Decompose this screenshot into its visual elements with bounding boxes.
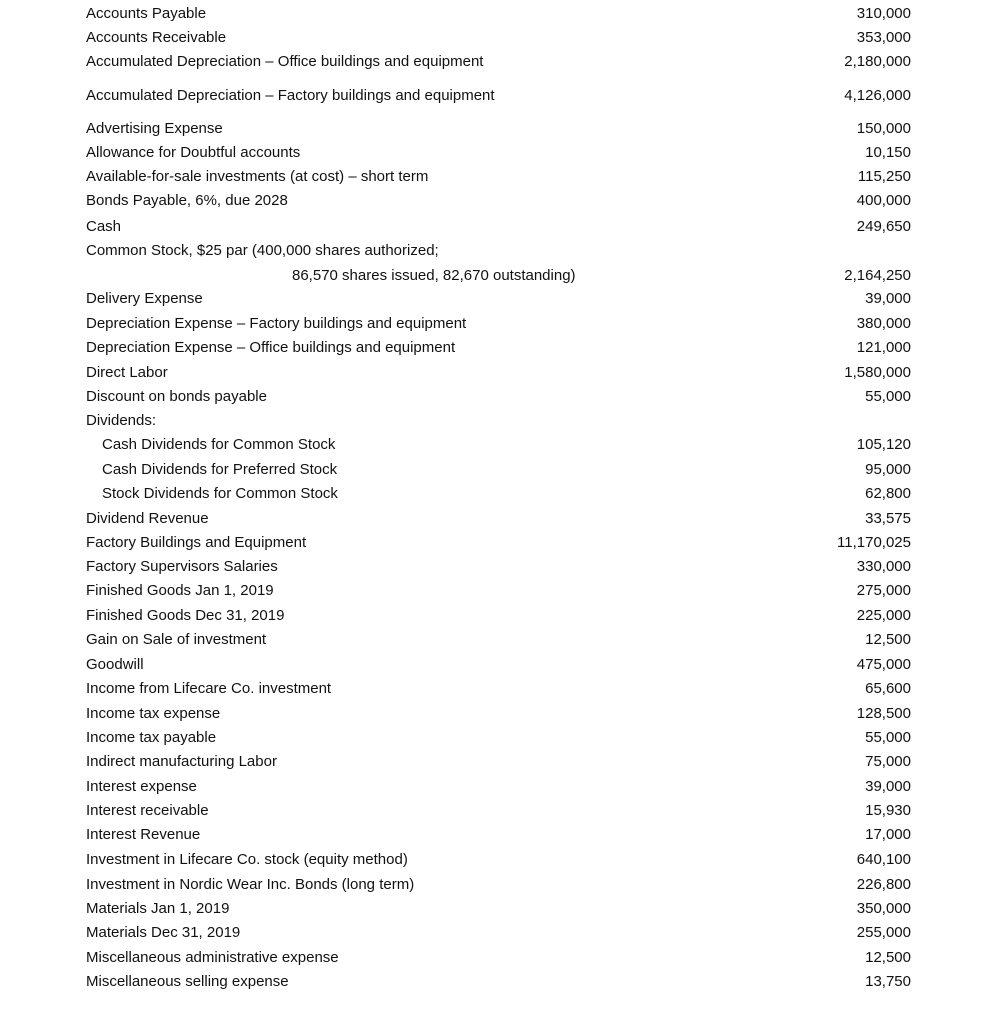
account-amount: 2,164,250 — [844, 267, 911, 284]
account-label: Depreciation Expense – Office buildings and equipment — [86, 339, 456, 356]
account-amount: 75,000 — [865, 753, 911, 770]
account-label: Income tax expense — [86, 705, 221, 722]
account-label: Dividends: — [86, 412, 157, 429]
account-amount: 128,500 — [856, 705, 911, 722]
account-amount: 55,000 — [865, 729, 911, 746]
account-amount: 95,000 — [865, 461, 911, 478]
account-label: Direct Labor — [86, 364, 168, 381]
account-label: Interest receivable — [86, 802, 209, 819]
account-amount: 121,000 — [856, 339, 911, 356]
account-label: Accounts Receivable — [86, 29, 227, 46]
account-amount: 640,100 — [856, 851, 911, 868]
account-amount: 105,120 — [856, 436, 911, 453]
account-label: Depreciation Expense – Factory buildings and equipment — [86, 315, 467, 332]
account-label: Goodwill — [86, 656, 144, 673]
account-amount: 11,170,025 — [837, 534, 911, 551]
account-amount: 350,000 — [856, 900, 911, 917]
account-amount: 39,000 — [865, 778, 911, 795]
account-amount: 310,000 — [856, 5, 911, 22]
account-label: Miscellaneous administrative expense — [86, 949, 339, 966]
account-label: Cash — [86, 218, 122, 235]
account-amount: 55,000 — [865, 388, 911, 405]
account-label: Cash Dividends for Preferred Stock — [102, 461, 338, 478]
account-amount: 249,650 — [856, 218, 911, 235]
account-label: Materials Dec 31, 2019 — [86, 924, 241, 941]
account-label: Stock Dividends for Common Stock — [102, 485, 338, 502]
account-label: Finished Goods Jan 1, 2019 — [86, 582, 274, 599]
account-amount: 17,000 — [865, 826, 911, 843]
account-label: Accounts Payable — [86, 5, 207, 22]
account-amount: 475,000 — [856, 656, 911, 673]
account-label: Cash Dividends for Common Stock — [102, 436, 336, 453]
account-amount: 12,500 — [865, 631, 911, 648]
account-label-continuation: 86,570 shares issued, 82,670 outstanding) — [292, 267, 576, 284]
account-label: Dividend Revenue — [86, 510, 209, 527]
account-amount: 226,800 — [856, 876, 911, 893]
account-amount: 2,180,000 — [844, 53, 911, 70]
account-label: Advertising Expense — [86, 120, 223, 137]
account-label: Interest expense — [86, 778, 197, 795]
account-amount: 255,000 — [856, 924, 911, 941]
account-amount: 1,580,000 — [844, 364, 911, 381]
account-amount: 12,500 — [865, 949, 911, 966]
account-label: Available-for-sale investments (at cost) – short term — [86, 168, 429, 185]
account-label: Common Stock, $25 par (400,000 shares authorized; — [86, 242, 439, 259]
account-amount: 380,000 — [856, 315, 911, 332]
account-label: Materials Jan 1, 2019 — [86, 900, 230, 917]
account-amount: 4,126,000 — [844, 87, 911, 104]
account-label: Discount on bonds payable — [86, 388, 267, 405]
account-label: Allowance for Doubtful accounts — [86, 144, 301, 161]
account-label: Bonds Payable, 6%, due 2028 — [86, 192, 288, 209]
account-amount: 400,000 — [856, 192, 911, 209]
account-amount: 13,750 — [865, 973, 911, 990]
account-amount: 150,000 — [856, 120, 911, 137]
account-label: Indirect manufacturing Labor — [86, 753, 277, 770]
account-amount: 15,930 — [865, 802, 911, 819]
account-label: Investment in Nordic Wear Inc. Bonds (long term) — [86, 876, 415, 893]
account-amount: 330,000 — [856, 558, 911, 575]
account-label: Finished Goods Dec 31, 2019 — [86, 607, 285, 624]
account-label: Accumulated Depreciation – Office buildings and equipment — [86, 53, 484, 70]
account-label: Income from Lifecare Co. investment — [86, 680, 332, 697]
account-label: Interest Revenue — [86, 826, 201, 843]
account-amount: 33,575 — [865, 510, 911, 527]
account-label: Investment in Lifecare Co. stock (equity method) — [86, 851, 408, 868]
account-amount: 275,000 — [856, 582, 911, 599]
account-amount: 115,250 — [857, 168, 911, 185]
account-amount: 39,000 — [865, 290, 911, 307]
account-amount: 353,000 — [856, 29, 911, 46]
account-label: Accumulated Depreciation – Factory buildings and equipment — [86, 87, 495, 104]
account-label: Miscellaneous selling expense — [86, 973, 289, 990]
account-label: Factory Buildings and Equipment — [86, 534, 307, 551]
account-amount: 65,600 — [865, 680, 911, 697]
account-amount: 10,150 — [865, 144, 911, 161]
account-label: Gain on Sale of investment — [86, 631, 267, 648]
account-label: Delivery Expense — [86, 290, 203, 307]
account-label: Factory Supervisors Salaries — [86, 558, 278, 575]
account-amount: 62,800 — [865, 485, 911, 502]
account-label: Income tax payable — [86, 729, 217, 746]
account-amount: 225,000 — [856, 607, 911, 624]
